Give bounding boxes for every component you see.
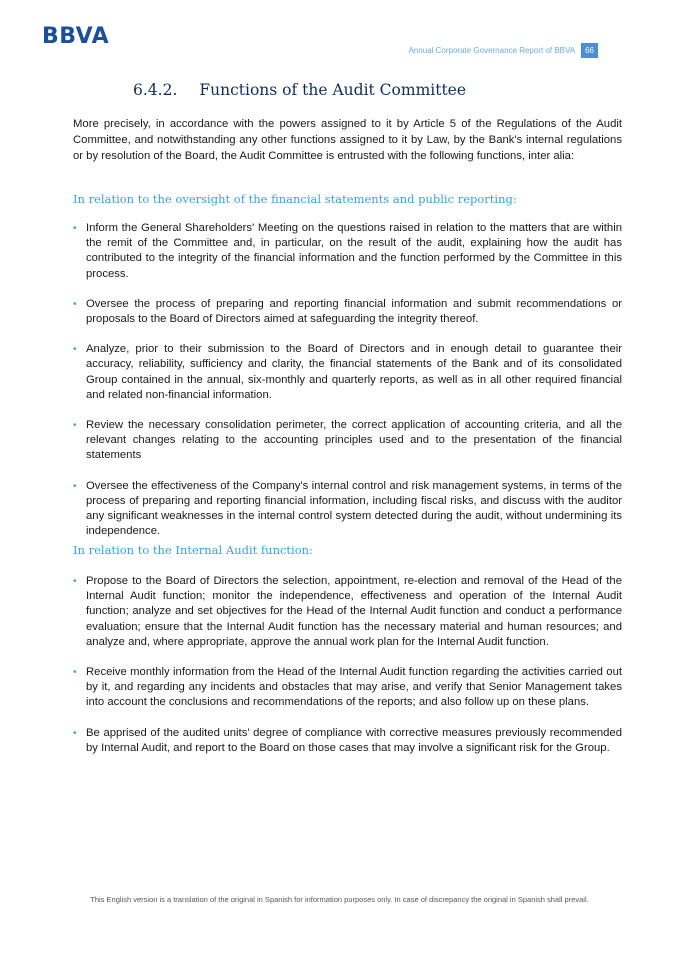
list-item: • Oversee the effectiveness of the Company's internal control and risk management systems, in terms of the process of preparing and reporting financial information, including fiscal risks, and discuss with the auditor any significant weaknesses in the internal control system detected during the audit, without undermining its independence.: [73, 479, 622, 540]
subheading-internal-audit: In relation to the Internal Audit function:: [73, 543, 313, 557]
list-item: • Propose to the Board of Directors the selection, appointment, re-election and removal of the Head of the Internal Audit function; monitor the independence, effectiveness and operation of the Internal Audit function; analyze and set objectives for the Head of the Internal Audit function and conduct a performance evaluation; ensure that the Internal Audit function has the necessary material and human resources; and analyze and, where appropriate, approve the annual work plan for the Internal Audit function.: [73, 574, 622, 650]
intro-paragraph: More precisely, in accordance with the powers assigned to it by Article 5 of the Regulations of the Audit Committee, and notwithstanding any other functions assigned to it by Law, by the Bank's internal regulations or by resolution of the Board, the Audit Committee is entrusted with the following functions, inter alia:: [73, 118, 622, 162]
internal-audit-list: [73, 574, 622, 771]
section-title: Functions of the Audit Committee: [199, 81, 467, 99]
bbva-logo: BBVA: [42, 24, 110, 49]
list-item: • Analyze, prior to their submission to the Board of Directors and in enough detail to guarantee their accuracy, reliability, sufficiency and clarity, the financial statements of the Bank and of its consolidated Group contained in the annual, six-monthly and quarterly reports, as well as in all other required financial and related non-financial information.: [73, 342, 622, 403]
list-item: • Review the necessary consolidation perimeter, the correct application of accounting criteria, and all the relevant changes relating to the accounting principles used and to the presentation of the financial statements: [73, 418, 622, 464]
page-number: 66: [581, 43, 598, 58]
list-item: • Receive monthly information from the Head of the Internal Audit function regarding the activities carried out by it, and regarding any incidents and obstacles that may arise, and verify that Senior Management takes into account the conclusions and recommendations of the reports; and also follow up on these plans.: [73, 665, 622, 711]
page-header: [408, 43, 598, 58]
financial-statements-list: [73, 221, 622, 554]
section-number: 6.4.2.: [133, 81, 178, 99]
footer-disclaimer: This English version is a translation of the original in Spanish for information purposes only. In case of discrepancy the original in Spanish shall prevail.: [90, 895, 589, 904]
list-item: • Inform the General Shareholders' Meeting on the questions raised in relation to the matters that are within the remit of the Committee and, in particular, on the result of the audit, explaining how the audit has contributed to the integrity of the financial information and the function performed by the Committee in this process.: [73, 221, 622, 282]
subheading-financial-statements: In relation to the oversight of the financial statements and public reporting:: [73, 192, 517, 206]
report-title: Annual Corporate Governance Report of BBVA: [408, 46, 576, 55]
section-heading: [133, 81, 466, 99]
list-item: • Be apprised of the audited units' degree of compliance with corrective measures previously recommended by Internal Audit, and report to the Board on those cases that may involve a significant risk for the Group.: [73, 726, 622, 756]
list-item: • Oversee the process of preparing and reporting financial information and submit recommendations or proposals to the Board of Directors aimed at safeguarding the integrity thereof.: [73, 297, 622, 327]
